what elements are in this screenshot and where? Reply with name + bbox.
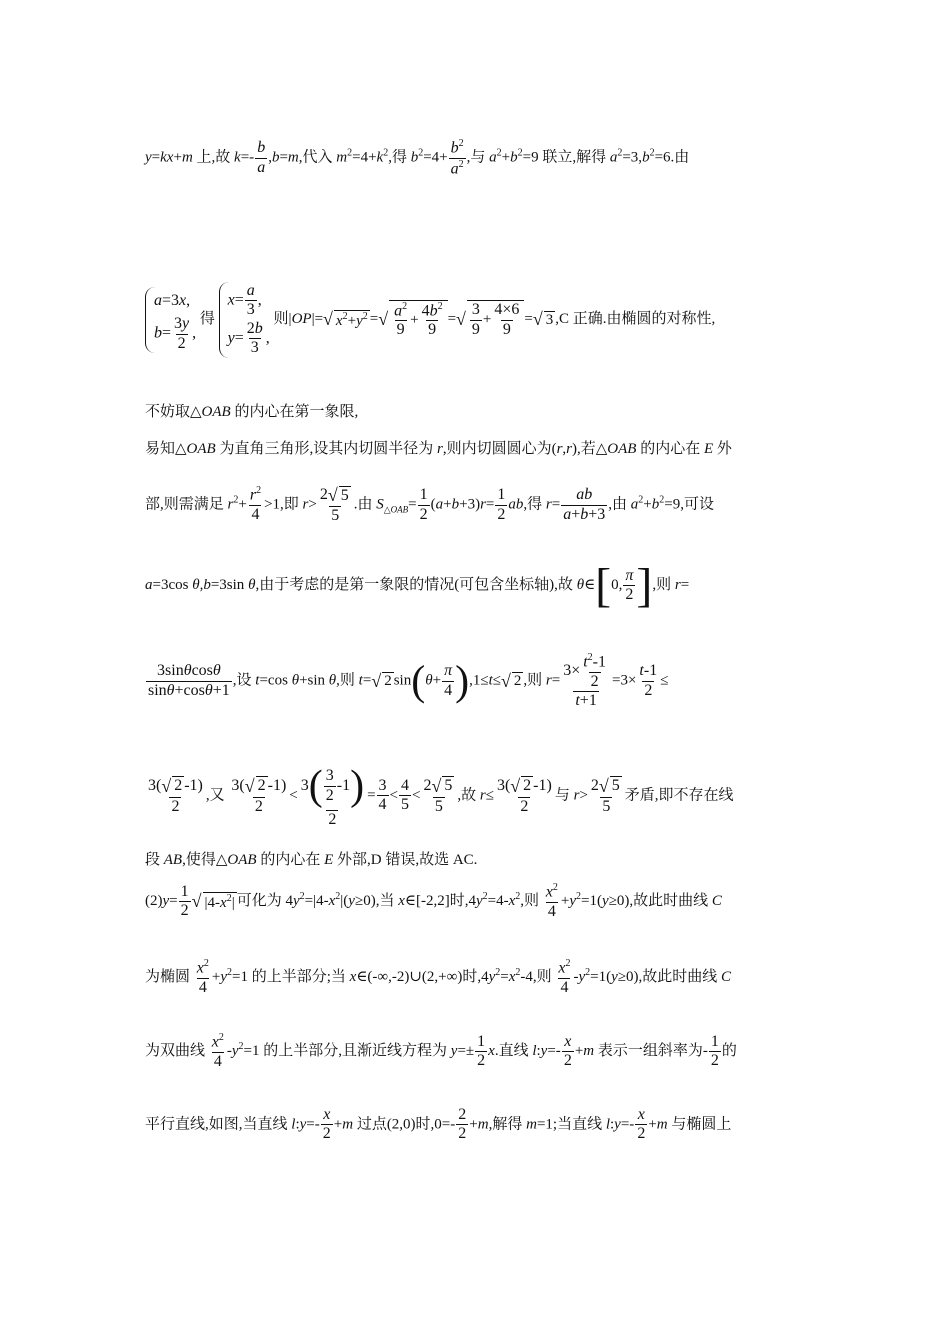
text-line-1: y=kx+m 上,故 k=- $\frac{b}{a}$ ,b=m,代入 $m^2=4+k^2$,得 $b^2=4+$ $\frac{b^2}{a^2}$ ,与 $a^2+b^2=9$ 联立,解得 $a^2=3,b^2=6$.由 xyxy=(145,138,690,178)
text-line-5: 部,则需满足 $r^2+$ $\frac{r^2}{4}$ >1,即 r> 2 √ 5 5 .由 $S_{\triangle OAB}=$ $\frac{1}{2}$ (a+b+3)r= $\frac{1}{2}$ ab,得 r= $\frac{ab}{a+b+3}$ ,由 $a^2+b^2=9$,可设 xyxy=(145,485,714,524)
text-line-13: 平行直线,如图,当直线 l:y=- $\frac{x}{2}$ +m 过点(2,0)时,0=- $\frac{2}{2}$ +m,解得 m=1;当直线 l:y=- $\frac{x}{2}$ +m 与椭圆上 xyxy=(145,1106,732,1143)
text-line-9: 段 AB,使得△OAB 的内心在 E 外部,D 错误,故选 AC. xyxy=(145,852,478,868)
text-line-2: a=3x, b= $\frac{3y}{2}$ , 得 x= $\frac{a}{3}$ , y= $\frac{2b}{3}$ , 则|OP|= √ $x^2+y^2$ = √ $\frac{a^2}{9}$ + $\frac{4b^2}{9}$ = √ $\frac{3}{9}$ + $\frac{4\times 6}{9}$ = √ 3 ,C 正确.由椭圆的对称性, xyxy=(145,282,910,358)
text-line-7: $\frac{3\sin\theta\cos\theta}{\sin\theta+\cos\theta+1}$ ,设 t=cos θ+sin θ,则 t= √ 2 sin(θ+ $\frac{\pi}{4}$ ),1≤t≤ √ 2 ,则 r= 3× $\frac{t^2-1}{2}$ t+1 =3× $\frac{t-1}{2}$ ≤ xyxy=(148,652,669,710)
text-line-6: a=3cos θ,b=3sin θ,由于考虑的是第一象限的情况(可包含坐标轴),故 θ∈[0, $\frac{\pi}{2}$ ],则 r= xyxy=(145,559,690,612)
text-line-3: 不妨取△OAB 的内心在第一象限, xyxy=(145,404,359,420)
text-line-4: 易知△OAB 为直角三角形,设其内切圆半径为 r,则内切圆圆心为(r,r),若△OAB 的内心在 E 外 xyxy=(145,441,732,457)
text-line-11: 为椭圆 $\frac{x^2}{4}$ $+y^2=1$ 的上半部分;当 x∈(-∞,-2)∪(2,+∞)时$,4y^2=x^2-4$,则 $\frac{x^2}{4}$ $-y^2=1(y\ge 0)$,故此时曲线 C xyxy=(145,958,732,996)
text-line-12: 为双曲线 $\frac{x^2}{4}$ $-y^2=1$ 的上半部分,且渐近线方程为 y=± $\frac{1}{2}$ x.直线 l:y=- $\frac{x}{2}$ +m 表示一组斜率为- $\frac{1}{2}$ 的 xyxy=(145,1032,737,1070)
text-line-10: (2)y= $\frac{1}{2}$ √ $|4-x^2|$ 可化为 $4y^2=|4-x^2|(y\ge 0)$,当 x∈[-2,2]时$,4y^2=4-x^2$,则 $\frac{x^2}{4}$ $+y^2=1(y\ge 0)$,故此时曲线 C xyxy=(145,882,722,920)
text-line-8: 3( √ 2 -1) 2 ,又 3( √ 2 -1) 2 < 3( $\frac{3}{2}$ -1) 2 = $\frac{3}{4}$ < $\frac{4}{5}$ < 2 √ 5 5 ,故 r≤ 3( √ 2 -1) 2 与 r> 2 √ 5 5 矛盾,即不存在线 xyxy=(148,763,734,829)
